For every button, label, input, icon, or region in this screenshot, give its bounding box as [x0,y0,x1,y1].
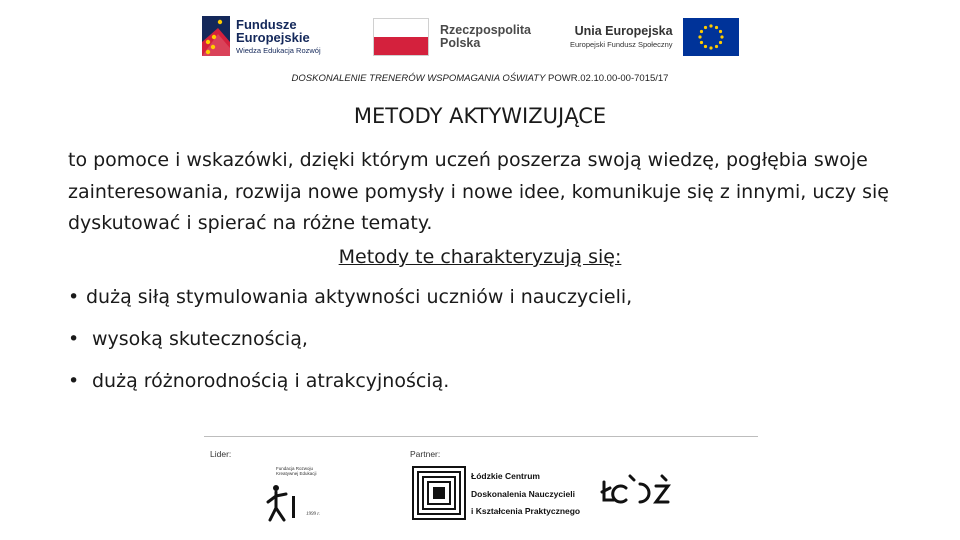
fe-logo-line2: Europejskie [236,29,310,45]
eu-star-icon [698,35,701,38]
slide-title: METODY AKTYWIZUJĄCE [353,104,607,128]
list-item-text: dużą siłą stymulowania aktywności uczniów i nauczycieli, [86,286,633,308]
eu-star-icon [709,46,712,49]
footer-divider [204,436,758,437]
bullet-icon: • [68,370,80,392]
fundusze-europejskie-logo [200,12,321,60]
ldz-line: Doskonalenia Nauczycieli [471,488,575,499]
eu-star-icon [714,45,717,48]
ldz-line: i Kształcenia Praktycznego [471,506,581,516]
eu-star-icon [718,30,721,33]
fundusze-europejskie-mark-icon [200,12,232,60]
eu-star-icon [714,26,717,29]
eu-star-icon [709,24,712,27]
project-name: DOSKONALENIE TRENERÓW WSPOMAGANIA OŚWIATY [291,73,546,84]
list-item [68,326,898,353]
eu-star-icon [718,41,721,44]
eu-star-icon [699,30,702,33]
bullet-icon: • [68,286,80,308]
ue-logo-line1: Unia Europejska [574,24,673,38]
lodz-city-logo-icon [600,474,674,508]
bullet-icon: • [68,328,80,350]
rp-logo-line2: Polska [440,36,481,50]
fe-logo-line1: Fundusze [236,16,297,32]
rp-logo-line1: Rzeczpospolita [440,22,531,37]
lider-label: Lider: [210,449,232,459]
project-line [0,73,960,84]
ldz-centrum-name [471,468,580,521]
ldz-line: Łódzkie Centrum [471,471,540,481]
lider-logo-text: Fundacja Rozwoju Kreatywnej Edukacji [276,466,317,476]
eu-star-icon [720,35,723,38]
eu-star-icon [703,45,706,48]
rzeczpospolita-polska-logo [373,18,531,56]
list-item-text: wysoką skutecznością, [92,328,308,350]
eu-star-icon [703,26,706,29]
project-code: POWR.02.10.00-00-7015/17 [545,73,669,84]
eu-star-icon [699,41,702,44]
polish-flag-icon [373,18,429,56]
subheading: Metody te charakteryzują się: [338,246,622,268]
list-item-text: dużą różnorodnością i atrakcyjnością. [92,370,450,392]
eu-flag-icon [683,18,739,56]
ue-logo-line2: Europejski Fundusz Społeczny [570,39,673,49]
ldz-centrum-logo-icon [412,466,466,520]
header-logos [200,12,760,64]
list-item [68,368,898,395]
bullet-list [68,284,898,410]
fe-logo-line3: Wiedza Edukacja Rozwój [236,45,321,55]
lider-logo-year: 1999 r. [306,512,320,517]
unia-europejska-logo [570,18,739,56]
intro-paragraph: to pomoce i wskazówki, dzięki którym uczeń poszerza swoją wiedzę, pogłębia swoje zainteresowania, rozwija nowe pomysły i nowe idee, komunikuje się z innymi, uczy się dyskutować i spierać na różne tematy. [68,149,889,234]
partner-label: Partner: [410,449,441,459]
list-item [68,284,898,311]
